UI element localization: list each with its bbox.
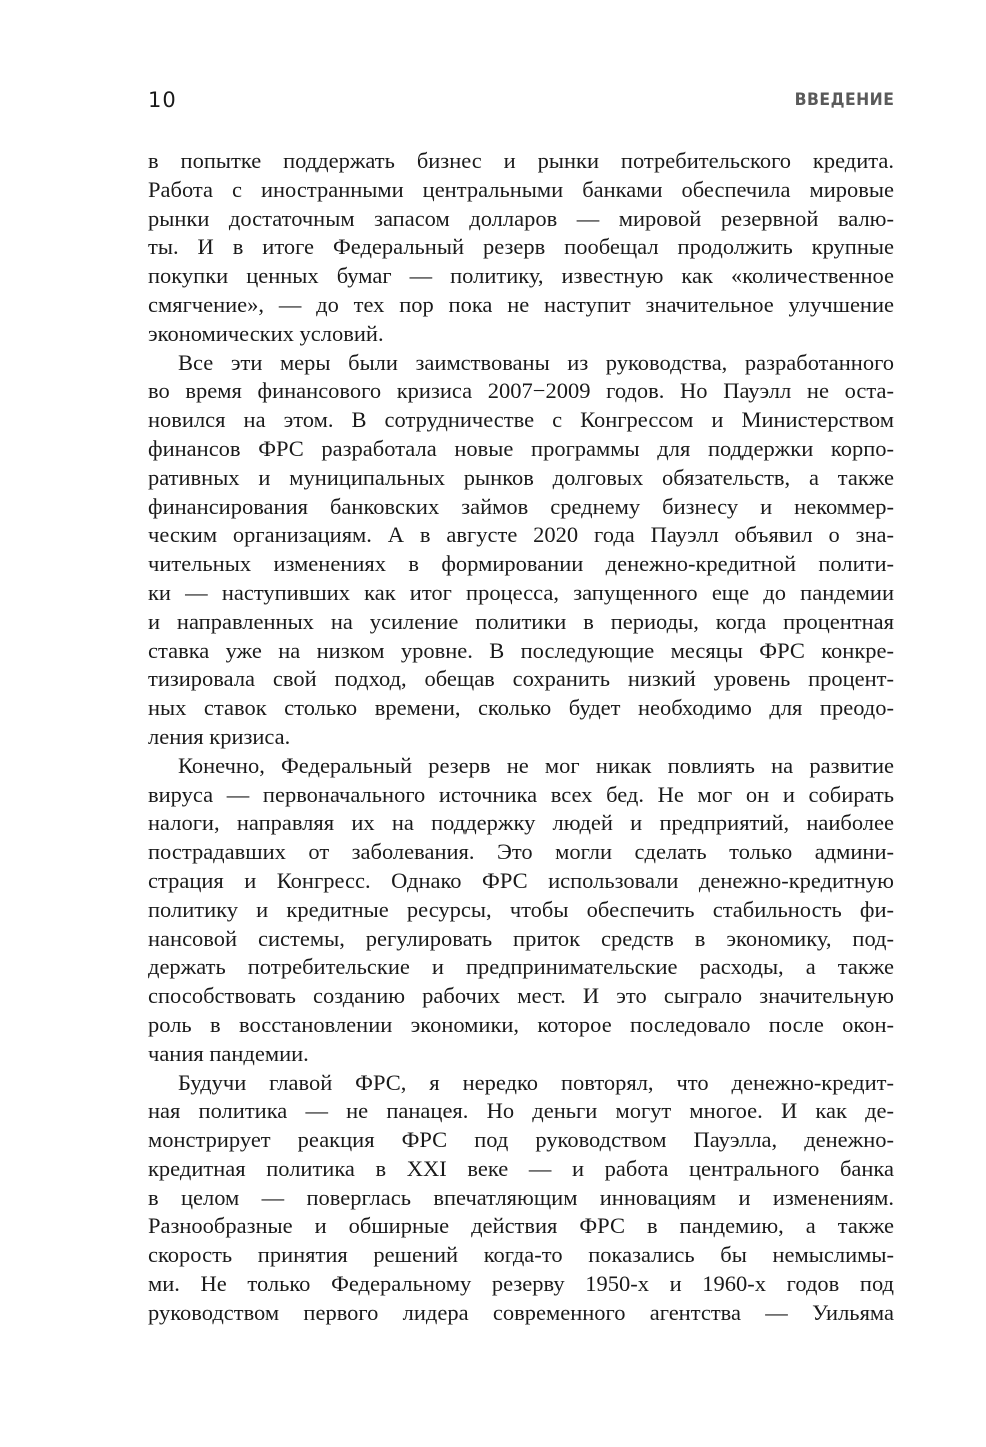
- text-line: способствовать созданию рабочих мест. И это сыграло значительную: [148, 983, 894, 1009]
- text-line: в целом — поверглась впечатляющим инновациям и изменениям.: [148, 1184, 894, 1210]
- text-line: вируса — первоначального источника всех бед. Не мог он и собирать: [148, 781, 894, 807]
- text-line: во время финансового кризиса 2007−2009 годов. Но Пауэлл не оста-: [148, 378, 894, 404]
- text-line: Работа с иностранными центральными банками обеспечила мировые: [148, 176, 894, 202]
- body-text: [148, 147, 894, 1328]
- text-line: ления кризиса.: [148, 723, 291, 749]
- text-line: новился на этом. В сотрудничестве с Конгрессом и Министерством: [148, 407, 894, 433]
- text-line: чания пандемии.: [148, 1040, 309, 1066]
- text-line: держать потребительские и предпринимательские расходы, а также: [148, 954, 894, 980]
- section-title: ВВЕДЕНИЕ: [794, 90, 894, 110]
- text-line: Будучи главой ФРС, я нередко повторял, что денежно-кредит-: [178, 1069, 894, 1095]
- text-line: ративных и муниципальных рынков долговых обязательств, а также: [148, 464, 894, 490]
- text-line: монстрирует реакция ФРС под руководством Пауэлла, денежно-: [148, 1127, 894, 1153]
- text-line: покупки ценных бумаг — политику, известную как «количественное: [148, 263, 894, 289]
- running-head: [148, 88, 894, 118]
- text-line: смягчение», — до тех пор пока не наступит значительное улучшение: [148, 291, 894, 317]
- text-line: и направленных на усиление политики в периоды, когда процентная: [148, 608, 894, 634]
- text-line: роль в восстановлении экономики, которое последовало после окон-: [148, 1011, 894, 1037]
- text-line: нансовой системы, регулировать приток средств в экономику, под-: [148, 925, 894, 951]
- text-line: в попытке поддержать бизнес и рынки потребительского кредита.: [148, 148, 894, 173]
- text-line: пострадавших от заболевания. Это могли сделать только админи-: [148, 839, 894, 865]
- text-line: ная политика — не панацея. Но деньги могут многое. И как де-: [148, 1098, 894, 1124]
- text-line: Разнообразные и обширные действия ФРС в пандемию, а также: [148, 1213, 894, 1239]
- text-line: ты. И в итоге Федеральный резерв пообещал продолжить крупные: [148, 234, 894, 260]
- text-line: страция и Конгресс. Однако ФРС использовали денежно-кредитную: [148, 867, 894, 893]
- text-line: Все эти меры были заимствованы из руководства, разработанного: [178, 349, 894, 375]
- paragraph: [148, 349, 894, 752]
- text-line: тизировала свой подход, обещав сохранить низкий уровень процент-: [148, 666, 894, 692]
- text-line: финансирования банковских займов среднему бизнесу и некоммер-: [148, 493, 894, 519]
- text-line: Конечно, Федеральный резерв не мог никак повлиять на развитие: [178, 752, 894, 778]
- text-line: политику и кредитные ресурсы, чтобы обеспечить стабильность фи-: [148, 896, 894, 922]
- text-line: руководством первого лидера современного агентства — Уильяма: [148, 1299, 894, 1325]
- page-number: 10: [148, 88, 177, 112]
- text-line: ческим организациям. А в августе 2020 года Пауэлл объявил о зна-: [148, 522, 894, 548]
- text-line: рынки достаточным запасом долларов — мировой резервной валю-: [148, 205, 894, 231]
- paragraph: [148, 147, 894, 349]
- text-line: ных ставок столько времени, сколько будет необходимо для преодо-: [148, 695, 894, 721]
- paragraph: [148, 752, 894, 1069]
- text-line: ки — наступивших как итог процесса, запущенного еще до пандемии: [148, 579, 894, 605]
- text-line: ми. Не только Федеральному резерву 1950-х и 1960-х годов под: [148, 1271, 894, 1297]
- paragraph: [148, 1069, 894, 1328]
- text-line: чительных изменениях в формировании денежно-кредитной полити-: [148, 551, 894, 577]
- text-line: финансов ФРС разработала новые программы для поддержки корпо-: [148, 435, 894, 461]
- text-line: налоги, направляя их на поддержку людей и предприятий, наиболее: [148, 810, 894, 836]
- text-line: экономических условий.: [148, 320, 384, 346]
- text-line: ставка уже на низком уровне. В последующие месяцы ФРС конкре-: [148, 637, 894, 663]
- text-line: кредитная политика в XXI веке — и работа центрального банка: [148, 1155, 894, 1181]
- text-line: скорость принятия решений когда-то показались бы немыслимы-: [148, 1242, 894, 1268]
